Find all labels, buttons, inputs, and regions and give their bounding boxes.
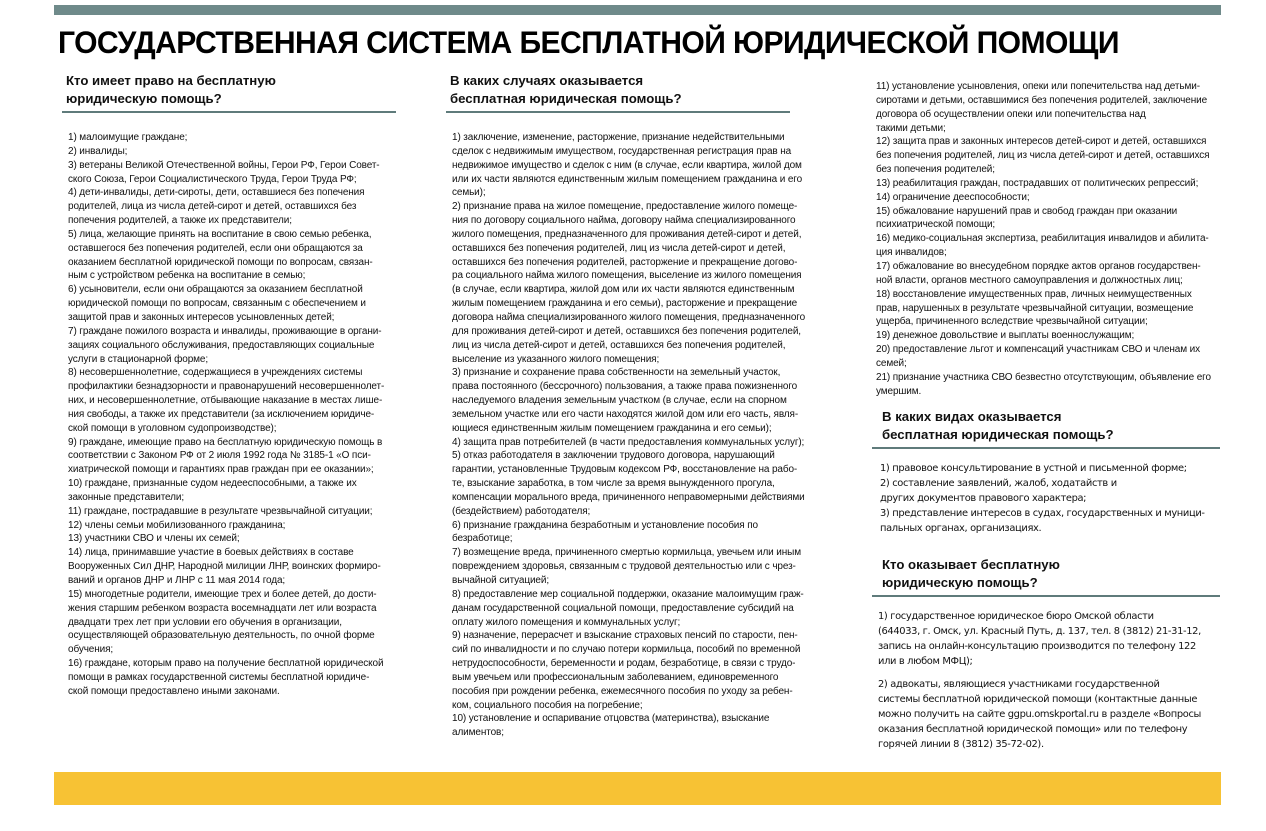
text-line: умершим. [876,385,922,397]
text-line: оказанием бесплатной юридической помощи по вопросам, связан- [68,256,373,268]
text-line: 13) участники СВО и члены их семей; [68,533,240,545]
section-divider [872,447,1220,449]
heading-line: бесплатная юридическая помощь? [882,427,1114,443]
text-line: 8) предоставление мер социальной поддержки, оказание малоимущим граж- [452,588,804,600]
text-line: наследуемого владения земельным участком (в случае, если на спорном [452,395,787,407]
text-line: 3) ветераны Великой Отечественной войны, Герои РФ, Герои Совет- [68,159,380,171]
text-line: 5) отказ работодателя в заключении трудового договора, нарушающий [452,450,775,462]
text-line: 1) государственное юридическое бюро Омской области [878,611,1154,623]
text-line: договора об осуществлении опеки или попечительства над [876,108,1146,120]
section-divider [872,595,1220,597]
text-line: 18) восстановление имущественных прав, личных неимущественных [876,288,1192,300]
text-line: других документов правового характера; [880,493,1087,505]
text-line: пособия при рождении ребенка, ежемесячного пособия по уходу за ребен- [452,685,793,697]
section-divider [62,111,396,113]
text-line: защитой прав и законных интересов усыновленных детей; [68,311,335,323]
text-line: данам государственной социальной помощи, предоставление субсидий на [452,602,794,614]
cases-list [452,131,810,740]
text-line: алиментов; [452,727,504,739]
section-kinds [872,408,1220,536]
text-line: вычайной ситуацией; [452,575,549,586]
text-line: можно получить на сайте ggpu.omskportal.ru в разделе «Вопросы [878,709,1201,721]
cases-continued-list [876,80,1220,398]
text-line: ния свободы, а также их представители (за исключением юридиче- [68,408,375,420]
text-line: сделок с недвижимым имуществом, государственная регистрация прав на [452,145,792,157]
text-line: 13) реабилитация граждан, пострадавших от политических репрессий; [876,177,1199,189]
text-line: 1) правовое консультирование в устной и письменной форме; [880,463,1187,475]
text-line: жилого помещения, предназначенного для проживания детей-сирот и детей, [452,228,802,240]
text-line: 6) признание гражданина безработным и установление пособия по [452,519,758,531]
text-line: 20) предоставление льгот и компенсаций участникам СВО и членам их [876,344,1200,356]
text-line: 11) установление усыновления, опеки или попечительства над детьми- [876,81,1200,92]
text-line: повреждением здоровья, связанным с трудовой деятельностью или с чрез- [452,561,796,573]
heading-line: Кто оказывает бесплатную [882,557,1060,573]
text-line: 19) денежное довольствие и выплаты военнослужащим; [876,330,1135,342]
text-line: юридической помощи по вопросам, связанным с обеспечением и [68,298,366,310]
text-line: двадцати трех лет при условии его обучения в организации, [68,616,342,628]
text-line: выселение из указанного жилого помещения; [452,353,660,365]
text-line: попечения родителей, а также их представители; [68,215,292,227]
text-line: оставшихся без попечения родителей, расторжение и прекращение догово- [452,256,798,268]
column-cases [446,72,810,740]
text-line: 14) лица, принимавшие участие в боевых действиях в составе [68,547,354,559]
text-line: горячей линии 8 (3812) 35-72-02). [878,739,1044,751]
text-line: оказания бесплатной юридической помощи» или по телефону [878,724,1188,736]
text-line: 12) члены семьи мобилизованного гражданина; [68,519,286,531]
text-line: семьи); [452,187,486,199]
text-line: ком, социального пособия на погребение; [452,699,643,711]
text-line: права постоянного (бессрочного) пользования, а также права пожизненного [452,381,798,393]
text-line: 1) малоимущие граждане; [68,132,188,143]
text-line: ция инвалидов; [876,247,947,259]
text-line: 4) защита прав потребителей (в части предоставления коммунальных услуг); [452,436,805,448]
text-line: обучения; [68,644,114,656]
text-line: системы бесплатной юридической помощи (контактные данные [878,694,1198,706]
bottom-accent-bar [54,772,1221,805]
text-line: вым увечьем или профессиональным заболеванием, единовременного [452,671,779,683]
section-heading-who-eligible [66,72,396,108]
text-line: ской помощи предоставлено иными законами. [68,685,280,697]
text-line: сиротами и детьми, оставшимися без попечения родителей, заключение [876,94,1208,106]
text-line: жилым помещением гражданина и его семьи), расторжение и прекращение [452,298,798,310]
section-divider [446,111,790,113]
text-line: те, взыскание заработка, в том числе за время вынужденного прогула, [452,478,775,490]
text-line: без попечения родителей; [876,164,995,176]
text-line: ным с устройством ребенка на воспитание в семью; [68,270,306,282]
text-line: ющиеся единственным жилым помещением гражданина и его семьи); [452,422,772,434]
text-line: ной власти, органов местного самоуправления и должностных лиц; [876,274,1183,286]
text-line: гарантии, установленные Трудовым кодексом РФ, восстановление на рабо- [452,464,798,476]
text-line: 14) ограничение дееспособности; [876,191,1030,203]
text-line: 16) медико-социальная экспертиза, реабилитация инвалидов и абилита- [876,233,1209,245]
text-line: или их части являются единственным жилым помещением гражданина и его [452,173,803,185]
text-line: 10) граждане, признанные судом недееспособными, а также их [68,478,357,490]
text-line: жения старшим ребенком возраста восемнадцати лет или возраста [68,602,377,614]
text-line: сий по инвалидности и по случаю потери кормильца, пособий по временной [452,644,801,656]
heading-line: В каких случаях оказывается [450,73,644,88]
text-line: 2) признание права на жилое помещение, предоставление жилого помеще- [452,201,798,213]
text-line: такими детьми; [876,122,946,134]
text-line: 6) усыновители, если они обращаются за оказанием бесплатной [68,284,363,296]
text-line: 17) обжалование во внесудебном порядке актов органов государствен- [876,260,1201,272]
page-title: ГОСУДАРСТВЕННАЯ СИСТЕМА БЕСПЛАТНОЙ ЮРИДИЧЕСКОЙ ПОМОЩИ [58,24,1119,60]
text-line: зациях социального обслуживания, предоставляющих социальные [68,339,375,351]
text-line: услуги в стационарной форме; [68,353,209,365]
text-line: них, и несовершеннолетние, отбывающие наказание в местах лише- [68,395,383,407]
text-line: законные представители; [68,491,184,503]
text-line: 3) признание и сохранение права собственности на земельный участок, [452,367,781,379]
text-line: 15) многодетные родители, имеющие трех и более детей, до дости- [68,588,377,600]
text-line: 2) инвалиды; [68,145,128,157]
text-line: для проживания детей-сирот и детей, оставшихся без попечения родителей, [452,325,801,337]
text-line: 7) возмещение вреда, причиненного смертью кормильца, увечьем или иным [452,547,802,559]
text-line: 7) граждане пожилого возраста и инвалиды, проживающие в органи- [68,325,382,337]
text-line: ния по договору социального найма, договору найма специализированного [452,215,796,227]
heading-line: бесплатная юридическая помощь? [450,91,682,106]
text-line: профилактики безнадзорности и правонарушений несовершеннолет- [68,381,385,393]
text-line: осуществляющей образовательную деятельность, по очной форме [68,630,375,642]
text-line: ра социального найма жилого помещения, выселение из жилого помещения [452,270,802,282]
text-line: недвижимое имущество и сделок с ним (в случае, если квартира, жилой дом [452,159,802,171]
text-line: помощи в рамках государственной системы бесплатной юридиче- [68,671,370,683]
text-line: оставшихся без попечения родителей, лиц из числа детей-сирот и детей, [452,242,786,254]
section-heading-providers [882,556,1220,592]
text-line: 2) адвокаты, являющиеся участниками государственной [878,679,1160,691]
text-line: ской помощи в уголовном судопроизводстве); [68,422,277,434]
text-line: 16) граждане, которым право на получение бесплатной юридической [68,658,384,670]
text-line: лиц из числа детей-сирот и детей, оставшихся без попечения родителей, [452,339,786,351]
text-line: оплату жилого помещения и коммунальных услуг; [452,616,681,628]
eligible-list [68,131,396,699]
kinds-list [880,461,1220,536]
text-line: 15) обжалование нарушений прав и свобод граждан при оказании [876,205,1178,217]
text-line: 10) установление и оспаривание отцовства (материнства), взыскание [452,713,770,725]
text-line: Вооруженных Сил ДНР, Народной милиции ЛНР, воинских формиро- [68,561,381,573]
text-line: нетрудоспособности, беременности и родам, безработице, в связи с трудо- [452,658,796,670]
text-line: 4) дети-инвалиды, дети-сироты, дети, оставшиеся без попечения [68,187,365,199]
column-right [872,80,1220,752]
heading-line: юридическую помощь? [882,575,1038,591]
text-line: пальных органах, организациях. [880,523,1042,535]
text-line: 1) заключение, изменение, расторжение, признание недействительными [452,132,785,143]
text-line: договора найма специализированного жилого помещения, предназначенного [452,311,806,323]
text-line: 12) защита прав и законных интересов детей-сирот и детей, оставшихся [876,136,1207,148]
section-heading-kinds [882,408,1220,444]
text-line: безработице; [452,533,513,545]
text-line: (в случае, если квартира, жилой дом или их части являются единственным [452,284,795,296]
section-heading-cases [450,72,810,108]
text-line: 21) признание участника СВО безвестно отсутствующим, объявление его [876,371,1211,383]
text-line: 9) назначение, перерасчет и взыскание страховых пенсий по старости, пен- [452,630,798,642]
text-line: 5) лица, желающие принять на воспитание в свою семью ребенка, [68,228,372,240]
text-line: (644033, г. Омск, ул. Красный Путь, д. 137, тел. 8 (3812) 21-31-12, [878,626,1201,638]
text-line: соответствии с Законом РФ от 2 июля 1992 года № 3185-1 «О пси- [68,450,371,462]
text-line: 9) граждане, имеющие право на бесплатную юридическую помощь в [68,436,383,448]
text-line: психиатрической помощи; [876,219,996,231]
text-line: прав, нарушенных в результате чрезвычайной ситуации, возмещение [876,302,1194,314]
text-line: 11) граждане, пострадавшие в результате чрезвычайной ситуации; [68,505,373,517]
text-line: 2) составление заявлений, жалоб, ходатайств и [880,478,1117,490]
text-line: ущерба, причиненного вследствие чрезвычайной ситуации; [876,316,1148,328]
text-line: ваний и органов ДНР и ЛНР с 11 мая 2014 года; [68,575,286,586]
text-line: ского Союза, Герои Социалистического Труда, Герои Труда РФ; [68,173,357,185]
text-line: семей; [876,357,907,369]
column-who-eligible [62,72,396,699]
text-line: запись на онлайн-консультацию производится по телефону 122 [878,641,1196,653]
provider-item-1 [878,609,1220,669]
top-accent-bar [54,5,1221,15]
heading-line: В каких видах оказывается [882,409,1062,425]
text-line: без попечения родителей, лиц из числа детей-сирот и детей, оставшихся [876,150,1210,162]
heading-line: Кто имеет право на бесплатную [66,73,276,88]
text-line: компенсации морального вреда, причиненного неправомерными действиями [452,491,805,503]
text-line: (бездействием) работодателя; [452,505,591,517]
text-line: родителей, лица из числа детей-сирот и детей, оставшихся без [68,201,357,213]
provider-item-2 [878,677,1220,752]
heading-line: юридическую помощь? [66,91,222,106]
text-line: земельном участке или его части находятся жилой дом или его часть, явля- [452,408,799,420]
text-line: 3) представление интересов в судах, государственных и муници- [880,508,1205,520]
text-line: 8) несовершеннолетние, содержащиеся в учреждениях системы [68,367,363,379]
text-line: хиатрической помощи и гарантиях прав граждан при ее оказании»; [68,464,374,476]
text-line: оставшегося без попечения родителей, если они обращаются за [68,242,363,254]
text-line: или в любом МФЦ); [878,656,973,668]
section-providers [872,556,1220,752]
